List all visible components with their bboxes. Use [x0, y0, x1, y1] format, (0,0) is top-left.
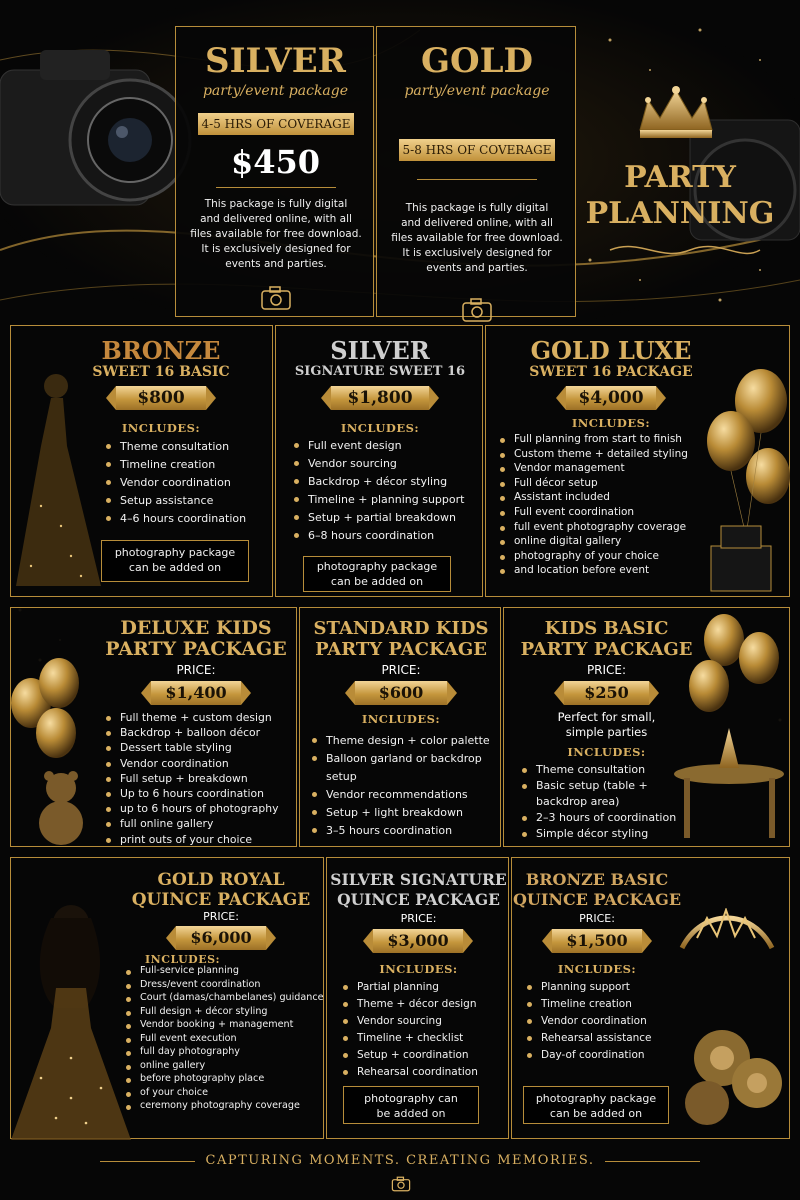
price-ribbon: $6,000	[176, 926, 266, 950]
price-ribbon: $1,800	[331, 386, 429, 410]
package-title: DELUXE KIDS PARTY PACKAGE	[105, 617, 287, 660]
package-note: Perfect for small, simple parties	[557, 710, 656, 739]
balloons-cake-illustration	[706, 366, 791, 596]
price-ribbon: $1,500	[552, 929, 642, 953]
list-item: Theme consultation	[106, 438, 266, 456]
list-item: Theme design + color palette	[312, 732, 497, 750]
silver-event-package-card	[175, 26, 374, 317]
price-label: PRICE:	[579, 912, 615, 925]
list-item: Assistant included	[500, 490, 710, 505]
list-item: online digital gallery	[500, 534, 710, 549]
sweet16-silhouette-illustration	[11, 356, 111, 596]
package-subtitle: SWEET 16 PACKAGE	[529, 364, 693, 380]
list-item: Vendor recommendations	[312, 786, 497, 804]
includes-list	[527, 979, 687, 1064]
coverage-bar: 5-8 HRS OF COVERAGE	[399, 139, 555, 161]
brand-line-2: PLANNING	[585, 196, 775, 231]
list-item: Timeline creation	[106, 456, 266, 474]
list-item: Court (damas/chambelanes) guidance	[126, 991, 326, 1005]
package-title: SILVER SIGNATURE QUINCE PACKAGE	[330, 870, 507, 909]
includes-label: INCLUDES:	[145, 953, 221, 966]
price-label: PRICE:	[203, 910, 239, 923]
package-title: GOLD LUXE	[530, 336, 692, 365]
list-item: Timeline creation	[527, 996, 687, 1013]
divider	[216, 187, 336, 188]
package-subtitle: SIGNATURE SWEET 16	[294, 364, 466, 379]
list-item: up to 6 hours of photography	[106, 801, 296, 816]
list-item: print outs of your choice	[106, 832, 296, 847]
includes-label: INCLUDES:	[121, 421, 201, 435]
package-description: This package is fully digital and delivered online, with all files available for free download. It is exclusively designed for events and parties.	[190, 198, 362, 270]
list-item: Dessert table styling	[106, 740, 296, 755]
silver-signature-quince-card	[326, 857, 509, 1139]
includes-list	[522, 762, 692, 842]
camera-icon	[260, 285, 292, 311]
list-item: before photography place	[126, 1072, 326, 1086]
list-item: Vendor coordination	[527, 1013, 687, 1030]
list-item: Setup + light breakdown	[312, 804, 497, 822]
list-item: Full event coordination	[500, 505, 710, 520]
list-item: Vendor booking + management	[126, 1018, 326, 1032]
includes-label: INCLUDES:	[379, 962, 458, 976]
list-item: Dress/event coordination	[126, 978, 326, 992]
price-ribbon: $4,000	[566, 386, 656, 410]
package-description: This package is fully digital and delivered online, with all files available for free download. It is exclusively designed for events and parties.	[391, 202, 563, 274]
includes-list	[312, 732, 497, 840]
package-title: KIDS BASIC PARTY PACKAGE	[520, 618, 693, 660]
list-item: Balloon garland or backdrop setup	[312, 750, 497, 786]
includes-list	[106, 710, 296, 847]
list-item: Timeline + planning support	[294, 491, 479, 509]
camera-icon	[391, 1176, 411, 1192]
list-item: 2–3 hours of coordination	[522, 810, 692, 826]
package-subtitle: SWEET 16 BASIC	[92, 364, 230, 380]
list-item: Theme consultation	[522, 762, 692, 778]
list-item: of your choice	[126, 1086, 326, 1100]
brand-title	[585, 160, 775, 232]
list-item: photography of your choice	[500, 549, 710, 564]
list-item: full event photography coverage	[500, 520, 710, 535]
includes-label: INCLUDES:	[340, 421, 420, 435]
list-item: Vendor management	[500, 461, 710, 476]
list-item: Vendor coordination	[106, 756, 296, 771]
includes-list	[126, 964, 326, 1113]
bronze-basic-quince-card	[511, 857, 790, 1139]
camera-icon	[461, 297, 493, 323]
list-item: Timeline + checklist	[343, 1030, 508, 1047]
includes-list	[343, 979, 508, 1081]
gold-luxe-sweet16-card	[485, 325, 790, 597]
package-price: $450	[230, 143, 321, 181]
balloons-teddy-illustration	[11, 658, 111, 848]
list-item: Vendor sourcing	[343, 1013, 508, 1030]
gold-event-package-card	[376, 26, 576, 317]
photography-addon-box: photography package can be added on	[303, 556, 451, 592]
footer-tagline: CAPTURING MOMENTS. CREATING MEMORIES.	[205, 1153, 595, 1168]
list-item: Full event design	[294, 437, 479, 455]
list-item: 4–6 hours coordination	[106, 510, 266, 528]
list-item: Rehearsal coordination	[343, 1064, 508, 1081]
list-item: 6–8 hours coordination	[294, 527, 479, 545]
brand-line-1: PARTY	[624, 160, 736, 195]
list-item: full online gallery	[106, 816, 296, 831]
includes-list	[106, 438, 266, 528]
list-item: Full-service planning	[126, 964, 326, 978]
package-title: GOLD ROYAL QUINCE PACKAGE	[131, 870, 311, 910]
list-item: Day-of coordination	[527, 1047, 687, 1064]
list-item: Partial planning	[343, 979, 508, 996]
list-item: Full design + décor styling	[126, 1005, 326, 1019]
includes-label: INCLUDES:	[361, 712, 441, 726]
includes-label: INCLUDES:	[567, 745, 646, 759]
list-item: Setup + coordination	[343, 1047, 508, 1064]
price-label: PRICE:	[400, 912, 437, 925]
package-title: STANDARD KIDS PARTY PACKAGE	[313, 618, 489, 660]
price-label: PRICE:	[586, 663, 627, 677]
includes-list	[294, 437, 479, 545]
list-item: Full event execution	[126, 1032, 326, 1046]
list-item: Planning support	[527, 979, 687, 996]
price-label: PRICE:	[176, 663, 216, 677]
list-item: ceremony photography coverage	[126, 1099, 326, 1113]
price-ribbon: $250	[564, 681, 649, 705]
list-item: Backdrop + balloon décor	[106, 725, 296, 740]
package-title: GOLD	[420, 41, 534, 81]
silver-sweet16-card	[275, 325, 483, 597]
package-title: BRONZE BASIC QUINCE PACKAGE	[512, 870, 682, 909]
price-ribbon: $600	[355, 681, 447, 705]
list-item: Setup assistance	[106, 492, 266, 510]
includes-list	[500, 432, 710, 578]
package-subtitle: party/event package	[202, 83, 349, 99]
price-ribbon: $1,400	[151, 681, 241, 705]
list-item: Theme + décor design	[343, 996, 508, 1013]
bronze-sweet16-card	[10, 325, 273, 597]
photography-addon-box: photography can be added on	[343, 1086, 479, 1124]
package-subtitle: party/event package	[404, 83, 550, 99]
list-item: Full theme + custom design	[106, 710, 296, 725]
standard-kids-card	[299, 607, 501, 847]
kids-basic-card	[503, 607, 790, 847]
price-ribbon: $800	[116, 386, 206, 410]
list-item: Basic setup (table + backdrop area)	[522, 778, 692, 810]
list-item: Full décor setup	[500, 476, 710, 491]
list-item: Setup + partial breakdown	[294, 509, 479, 527]
coverage-bar: 4-5 HRS OF COVERAGE	[198, 113, 354, 135]
list-item: Vendor coordination	[106, 474, 266, 492]
package-title: SILVER	[205, 41, 346, 81]
quince-girl-illustration	[11, 878, 131, 1140]
package-title: SILVER	[330, 336, 430, 365]
list-item: Up to 6 hours coordination	[106, 786, 296, 801]
list-item: Custom theme + detailed styling	[500, 447, 710, 462]
list-item: online gallery	[126, 1059, 326, 1073]
list-item: Simple décor styling	[522, 826, 692, 842]
price-label: PRICE:	[381, 663, 421, 677]
price-ribbon: $3,000	[373, 929, 463, 953]
list-item: Full planning from start to finish	[500, 432, 710, 447]
list-item: Backdrop + décor styling	[294, 473, 479, 491]
photography-addon-box: photography package can be added on	[523, 1086, 669, 1124]
list-item: full day photography	[126, 1045, 326, 1059]
includes-label: INCLUDES:	[557, 962, 637, 976]
list-item: Full setup + breakdown	[106, 771, 296, 786]
footer-divider-right	[605, 1161, 700, 1162]
photography-addon-box: photography package can be added on	[101, 540, 249, 582]
package-title: BRONZE	[101, 336, 221, 365]
divider	[417, 179, 537, 180]
list-item: Vendor sourcing	[294, 455, 479, 473]
gold-royal-quince-card	[10, 857, 324, 1139]
list-item: and location before event	[500, 563, 710, 578]
includes-label: INCLUDES:	[571, 416, 651, 430]
deluxe-kids-card	[10, 607, 297, 847]
list-item: Rehearsal assistance	[527, 1030, 687, 1047]
list-item: 3–5 hours coordination	[312, 822, 497, 840]
